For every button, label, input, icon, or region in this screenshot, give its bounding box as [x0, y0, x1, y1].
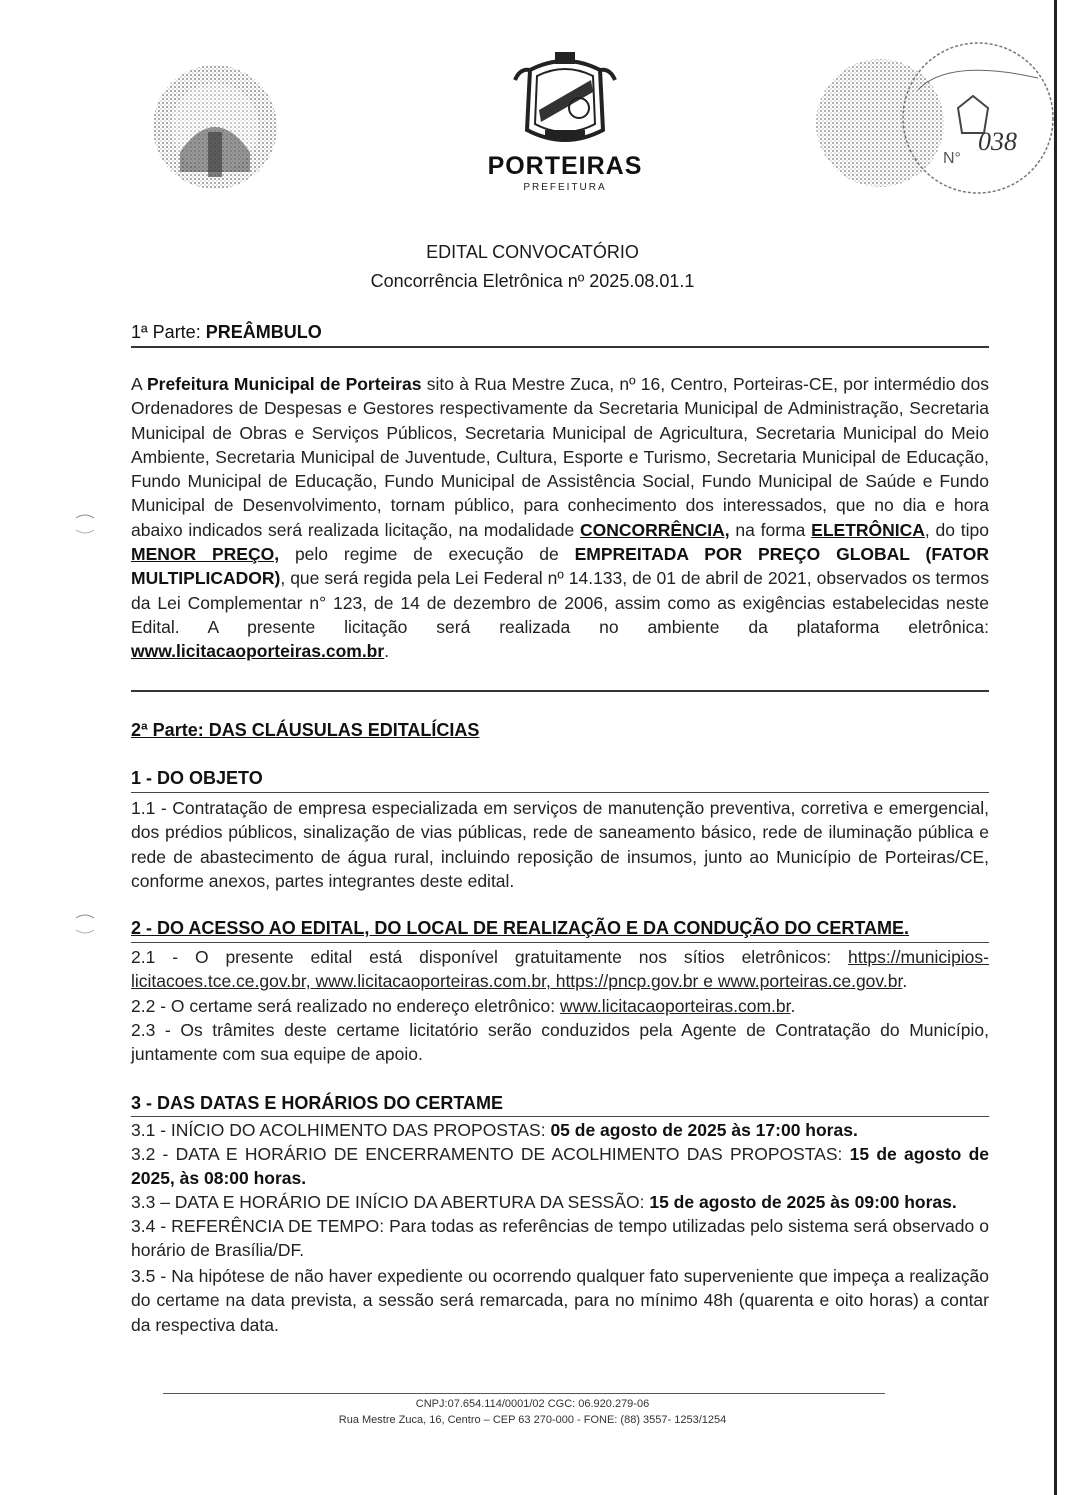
part1-heading: 1ª Parte: PREÂMBULO [131, 322, 322, 342]
document-subtitle: Concorrência Eletrônica nº 2025.08.01.1 [370, 271, 695, 291]
porteiras-crest-icon [475, 50, 655, 205]
section3-heading: 3 - DAS DATAS E HORÁRIOS DO CERTAME [131, 1093, 504, 1113]
certame-link[interactable]: www.licitacaoporteiras.com.br [559, 996, 791, 1016]
stamp-seal-icon [808, 38, 1060, 198]
municipal-seal-icon [150, 62, 280, 192]
section3-item5: 3.5 - Na hipótese de não haver expediente ou ocorrendo qualquer fato superveniente que impeça a realização do certame na data prevista, a sessão será remarcada, para no mínimo 48h (quarenta e oito horas) a contar da respectiva data. [131, 1266, 989, 1335]
scan-edge [1054, 0, 1057, 1495]
document-title: EDITAL CONVOCATÓRIO [426, 242, 639, 262]
section3-item2: 3.2 - DATA E HORÁRIO DE ENCERRAMENTO DE ACOLHIMENTO DAS PROPOSTAS: 15 de agosto de 2025, às 08:00 horas. [131, 1144, 989, 1189]
part2-heading: 2ª Parte: DAS CLÁUSULAS EDITALÍCIAS [131, 720, 480, 740]
logo-name: PORTEIRAS [487, 152, 643, 180]
section2-item1: 2.1 - O presente edital está disponível gratuitamente nos sítios eletrônicos: https://municipios-licitacoes.tce.ce.gov.br, www.licitacaoporteiras.com.br, https://pncp.gov.br e www.porteiras.ce.gov.br. [131, 947, 989, 992]
section3-item3: 3.3 – DATA E HORÁRIO DE INÍCIO DA ABERTURA DA SESSÃO: 15 de agosto de 2025 às 09:00 horas. [131, 1192, 957, 1212]
logo-subtitle: PREFEITURA [523, 182, 607, 193]
footer-address: Rua Mestre Zuca, 16, Centro – CEP 63 270-000 - FONE: (88) 3557- 1253/1254 [338, 1414, 727, 1426]
edital-links[interactable]: https://municipios-licitacoes.tce.ce.gov.br, www.licitacaoporteiras.com.br, https://pncp.gov.br e www.porteiras.ce.gov.br [131, 947, 989, 992]
stamp-number: 038 [978, 127, 1017, 156]
section3-item4: 3.4 - REFERÊNCIA DE TEMPO: Para todas as referências de tempo utilizadas pelo sistema será observado o horário de Brasília/DF. [131, 1216, 989, 1261]
section3-item1: 3.1 - INÍCIO DO ACOLHIMENTO DAS PROPOSTAS: 05 de agosto de 2025 às 17:00 horas. [131, 1120, 858, 1140]
section2-item3: 2.3 - Os trâmites deste certame licitatório serão conduzidos pela Agente de Contratação do Município, juntamente com sua equipe de apoio. [131, 1020, 989, 1065]
section2-heading: 2 - DO ACESSO AO EDITAL, DO LOCAL DE REALIZAÇÃO E DA CONDUÇÃO DO CERTAME. [131, 918, 910, 938]
section1-rule [131, 792, 989, 793]
platform-link[interactable]: www.licitacaoporteiras.com.br [131, 641, 385, 662]
section3-rule [131, 1116, 989, 1117]
section2-item2: 2.2 - O certame será realizado no endereço eletrônico: www.licitacaoporteiras.com.br. [131, 996, 796, 1016]
section1-heading: 1 - DO OBJETO [131, 768, 263, 788]
separator-rule [131, 690, 989, 692]
preamble-paragraph: A Prefeitura Municipal de Porteiras sito à Rua Mestre Zuca, nº 16, Centro, Porteiras-CE, por intermédio dos Ordenadores de Despesas e Gestores respectivamente da Secretaria Municipal de Administração, Secretaria Municipal de Obras e Serviços Públicos, Secretaria Municipal de Agricultura, Secretaria Municipal do Meio Ambiente, Secretaria Municipal de Juventude, Cultura, Esporte e Turismo, Secretaria Municipal de Educação, Fundo Municipal de Educação, Fundo Municipal de Assistência Social, Fundo Municipal de Saúde e Fundo Municipal de Desenvolvimento, tornam público, para conhecimento dos interessados, que no dia e hora abaixo indicados será realizada licitação, na modalidade CONCORRÊNCIA, na forma ELETRÔNICA, do tipo MENOR PREÇO, pelo regime de execução de EMPREITADA POR PREÇO GLOBAL (FATOR MULTIPLICADOR), que será regida pela Lei Federal nº 14.133, de 01 de abril de 2021, observados os termos da Lei Complementar n° 123, de 14 de dezembro de 2006, assim como as exigências estabelecidas neste Edital. A presente licitação será realizada no ambiente da plataforma eletrônica: www.licitacaoporteiras.com.br. [131, 374, 990, 662]
svg-text:N°: N° [943, 150, 961, 167]
footer-rule [163, 1393, 885, 1394]
punch-mark-icon [74, 512, 96, 534]
part1-rule [131, 346, 989, 348]
section2-rule [131, 942, 989, 943]
footer-registration: CNPJ:07.654.114/0001/02 CGC: 06.920.279-06 [415, 1398, 650, 1410]
section1-text: 1.1 - Contratação de empresa especializada em serviços de manutenção preventiva, corretiva e emergencial, dos prédios públicos, sinalização de vias públicas, rede de saneamento básico, rede de iluminação pública e rede de abastecimento de água rural, incluindo reposição de insumos, junto ao Município de Porteiras/CE, conforme anexos, partes integrantes deste edital. [131, 798, 989, 891]
punch-mark-icon [74, 912, 96, 934]
